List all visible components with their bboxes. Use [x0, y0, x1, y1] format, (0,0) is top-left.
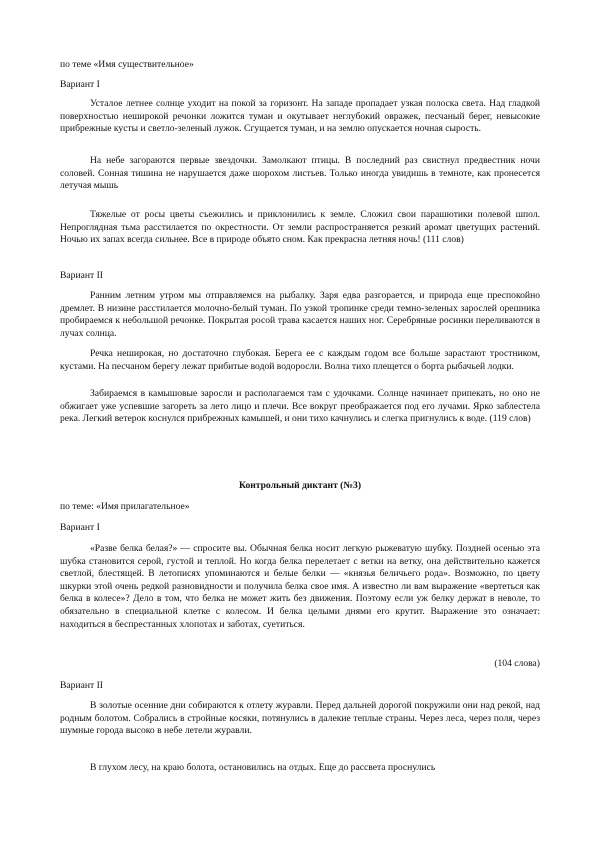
section2-variant-1-heading: Вариант I — [60, 522, 100, 533]
section1-v1-paragraph-2: На небе загораются первые звездочки. Замолкают птицы. В последний раз свистнул предвестник ночи соловей. Сонная тишина не нарушается даже шорохом листьев. Только иногда увидишь в темноте, как пронесется летучая мышь — [60, 155, 540, 192]
section2-v1-paragraph-1: «Разве белка белая?» — спросите вы. Обычная белка носит легкую рыжеватую шубку. Поздней осенью эта шубка становится серой, густой и теплой. Но когда белка перелетает с ветки на ветку, она действительно кажется светлой, блестящей. В летописях упоминаются и белые белки — «князья беличьего рода». Возможно, по цвету шкурки этой очень редкой разновидности и получила белка свое имя. А известно ли вам выражение «вертеться как белка в колесе»? Дело в том, что белка не может жить без движения. Поэтому если уж белку держат в неволе, то обязательно в специальной клетке с колесом. И белка целыми днями его крутит. Выражение это означает: находиться в беспрестанных хлопотах и заботах, суетиться. — [60, 543, 540, 630]
section2-variant-2-heading: Вариант II — [60, 680, 103, 691]
variant-2-heading: Вариант II — [60, 270, 103, 281]
theme-line-2: по теме: «Имя прилагательное» — [60, 501, 190, 512]
section1-v2-paragraph-1: Ранним летним утром мы отправляемся на рыбалку. Заря едва разгорается, и природа еще преспокойно дремлет. В низине расстилается молочно-белый туман. По узкой тропинке среди темно-зеленых зарослей орешника пробираемся к небольшой речонке. Покрытая росой трава касается наших ног. Серебряные росинки переливаются в лучах солнца. — [60, 290, 540, 339]
word-count: (104 слова) — [494, 658, 540, 669]
section1-v1-paragraph-3: Тяжелые от росы цветы съежились и приклонились к земле. Сложил свои парашютики полевой шпол. Непроглядная тьма расстилается по окрестности. От земли распространяется резкий аромат цветущих растений. Ночью их запах всегда сильнее. Все в природе объято сном. Как прекрасна летняя ночь! (111 слов) — [60, 209, 540, 246]
section2-v2-paragraph-2: В глухом лесу, на краю болота, остановились на отдых. Еще до рассвета проснулись — [90, 762, 436, 773]
variant-1-heading: Вариант I — [60, 79, 100, 90]
section1-v2-paragraph-2: Речка неширокая, но достаточно глубокая. Берега ее с каждым годом все больше зарастают тростником, кустами. На песчаном берегу лежат прибитые водой водоросли. Волна тихо плещется о борта рыбачьей лодки. — [60, 348, 540, 372]
section1-v2-paragraph-3: Забираемся в камышовые заросли и располагаемся там с удочками. Солнце начинает припекать, но оно не обжигает уже успевшие загореть за лето лицо и плечи. Все вокруг преображается под его лучами. Ярко заблестела река. Легкий ветерок коснулся прибрежных камышей, и они тихо качнулись и слегка пригнулись к воде. (119 слов) — [60, 388, 540, 425]
section2-v2-paragraph-1: В золотые осенние дни собираются к отлету журавли. Перед дальней дорогой покружили они над рекой, над родным болотом. Собрались в стройные косяки, потянулись в далекие теплые страны. Через леса, через поля, через шумные города высоко в небе летели журавли. — [60, 700, 540, 737]
section1-v1-paragraph-1: Усталое летнее солнце уходит на покой за горизонт. На западе пропадает узкая полоска света. Над гладкой поверхностью неширокой речонки ложится туман и окутывает неглубокий овражек, песчаный берег, невысокие прибрежные кусты и светло-зеленый лужок. Сгущается туман, и на землю опускается ночная сырость. — [60, 98, 540, 135]
dictation-title: Контрольный диктант (№3) — [238, 480, 362, 491]
theme-line-1: по теме «Имя существительное» — [60, 59, 194, 70]
